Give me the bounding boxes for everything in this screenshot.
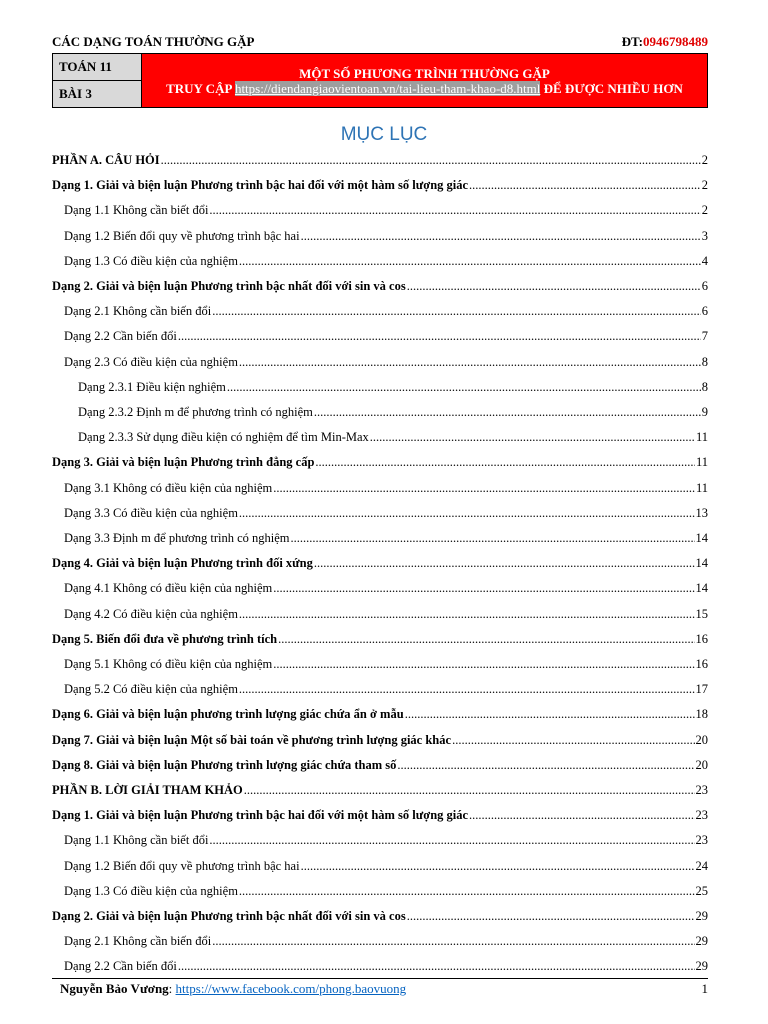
toc-leader-dots <box>315 455 695 470</box>
toc-entry[interactable] <box>52 326 708 344</box>
toc-leader-dots <box>161 153 701 168</box>
toc-entry-page: 13 <box>695 505 708 520</box>
toc-leader-dots <box>244 783 695 798</box>
toc-entry-title: Dạng 2.1 Không cần biến đổi <box>64 304 212 319</box>
toc-entry-title: Dạng 2.3.1 Điều kiện nghiệm <box>78 379 226 394</box>
toc-entry[interactable] <box>52 755 708 773</box>
toc-entry-title: Dạng 8. Giải và biện luận Phương trình lượng giác chứa tham số <box>52 757 397 772</box>
toc-leader-dots <box>239 506 695 521</box>
toc-entry-title: Dạng 5. Biến đổi đưa về phương trình tích <box>52 631 278 646</box>
toc-entry[interactable] <box>52 452 708 470</box>
phone-number: 0946798489 <box>643 34 708 49</box>
toc-leader-dots <box>291 531 695 546</box>
toc-entry-title: Dạng 5.1 Không có điều kiện của nghiệm <box>64 657 273 671</box>
title-box <box>52 53 708 108</box>
toc-entry-title: Dạng 1. Giải và biện luận Phương trình bậc hai đối với một hàm số lượng giác <box>52 808 469 823</box>
toc-entry[interactable] <box>52 503 708 521</box>
toc-entry-title: Dạng 2.3 Có điều kiện của nghiệm <box>64 354 238 369</box>
toc-entry[interactable] <box>52 906 708 924</box>
toc-entry[interactable] <box>52 175 708 193</box>
toc-entry[interactable] <box>52 856 708 874</box>
toc-entry-page: 24 <box>695 858 708 873</box>
access-line <box>142 81 707 96</box>
toc-entry-page: 8 <box>701 379 708 394</box>
phone-label: ĐT: <box>621 34 643 49</box>
toc-leader-dots <box>278 632 694 647</box>
toc-entry[interactable] <box>52 301 708 319</box>
toc-leader-dots <box>301 229 701 244</box>
toc-entry-title: Dạng 2.1 Không cần biến đổi <box>64 934 212 949</box>
toc-entry-page: 7 <box>701 329 708 344</box>
toc-entry-title: Dạng 6. Giải và biện luận phương trình lượng giác chứa ẩn ở mẫu <box>52 707 404 722</box>
toc-leader-dots <box>239 884 695 899</box>
grade-label: TOÁN 11 <box>53 54 142 81</box>
toc-entry-title: Dạng 4.1 Không có điều kiện của nghiệm <box>64 581 273 596</box>
toc-leader-dots <box>469 808 694 823</box>
header-category: CÁC DẠNG TOÁN THƯỜNG GẶP <box>52 34 255 49</box>
toc-entry[interactable] <box>52 427 708 445</box>
toc-entry-title: Dạng 2. Giải và biện luận Phương trình bậc nhất đối với sin và cos <box>52 909 406 923</box>
toc-entry-title: Dạng 3.3 Định m để phương trình có nghiệm <box>64 531 290 545</box>
toc-leader-dots <box>273 481 695 496</box>
toc-entry-page: 8 <box>701 354 708 369</box>
toc-entry-page: 14 <box>695 556 708 571</box>
toc-entry[interactable] <box>52 200 708 218</box>
toc-leader-dots <box>273 581 694 596</box>
toc-title: MỤC LỤC <box>340 124 428 145</box>
toc-entry-page: 20 <box>695 757 708 772</box>
toc-leader-dots <box>178 959 695 974</box>
footer-separator: : <box>168 981 176 996</box>
toc-entry-title: Dạng 1.1 Không cần biết đổi <box>64 203 209 218</box>
toc-entry[interactable] <box>52 830 708 848</box>
toc-entry-title: Dạng 3.3 Có điều kiện của nghiệm <box>64 505 238 520</box>
toc-entry[interactable] <box>52 528 708 546</box>
toc-entry[interactable] <box>52 276 708 294</box>
toc-entry-title: Dạng 2.3.3 Sử dụng điều kiện có nghiệm để tìm Min-Max <box>78 430 369 445</box>
toc-entry-title: Dạng 4. Giải và biện luận Phương trình đối xứng <box>52 556 313 571</box>
toc-entry[interactable] <box>52 352 708 370</box>
toc-entry[interactable] <box>52 629 708 647</box>
toc-leader-dots <box>407 279 701 294</box>
toc-entry-title: Dạng 1.2 Biến đổi quy về phương trình bậc hai <box>64 858 300 873</box>
toc-leader-dots <box>314 405 701 420</box>
toc-leader-dots <box>209 203 700 218</box>
toc-entry-page: 2 <box>701 203 708 218</box>
toc-leader-dots <box>212 304 701 319</box>
toc-entry-page: 4 <box>701 253 708 268</box>
toc-leader-dots <box>178 329 701 344</box>
toc-leader-dots <box>370 430 695 445</box>
toc-entry-title: Dạng 2.3.2 Định m để phương trình có nghiệm <box>78 405 313 419</box>
page-footer <box>60 981 708 997</box>
toc-entry[interactable] <box>52 402 708 420</box>
toc-entry-page: 14 <box>695 531 708 545</box>
toc-entry-title: Dạng 4.2 Có điều kiện của nghiệm <box>64 606 238 621</box>
toc-entry-title: Dạng 2.2 Cần biến đổi <box>64 329 177 344</box>
toc-entry-page: 29 <box>695 934 708 949</box>
toc-entry-page: 25 <box>695 883 708 898</box>
toc-entry[interactable] <box>52 251 708 269</box>
toc-leader-dots <box>397 758 694 773</box>
toc-entry[interactable] <box>52 226 708 244</box>
toc-entry-page: 18 <box>695 707 708 722</box>
toc-entry-page: 17 <box>695 682 708 697</box>
toc-entry[interactable] <box>52 478 708 496</box>
toc-entry-title: PHẦN A. CÂU HỎI <box>52 153 160 167</box>
toc-entry-page: 11 <box>695 480 708 495</box>
page-header <box>52 34 708 50</box>
toc-entry-page: 29 <box>695 959 708 974</box>
lesson-title: MỘT SỐ PHƯƠNG TRÌNH THƯỜNG GẶP <box>299 65 550 81</box>
footer-author: Nguyễn Bảo Vương <box>60 981 169 996</box>
toc-entry-title: Dạng 7. Giải và biện luận Một số bài toán về phương trình lượng giác khác <box>52 732 452 747</box>
toc-entry-page: 6 <box>701 304 708 319</box>
toc-entry-title: Dạng 2.2 Cần biến đổi <box>64 959 177 974</box>
toc-entry[interactable] <box>52 730 708 748</box>
toc-leader-dots <box>405 707 695 722</box>
toc-entry-title: Dạng 5.2 Có điều kiện của nghiệm <box>64 682 238 697</box>
toc-entry-page: 16 <box>695 631 708 646</box>
lesson-label: BÀI 3 <box>53 81 142 108</box>
toc-leader-dots <box>314 556 695 571</box>
toc-entry[interactable] <box>52 956 708 974</box>
toc-entry-page: 2 <box>701 153 708 167</box>
toc-leader-dots <box>273 657 694 672</box>
toc-entry-title: Dạng 1. Giải và biện luận Phương trình bậc hai đối với một hàm số lượng giác <box>52 178 469 193</box>
access-url-link[interactable]: https://diendangiaovientoan.vn/tai-lieu-tham-khao-d8.html <box>234 80 541 96</box>
toc-entry-page: 14 <box>695 581 708 596</box>
toc-entry[interactable] <box>52 805 708 823</box>
toc-entry-page: 9 <box>701 405 708 419</box>
toc-entry-page: 6 <box>701 279 708 293</box>
toc-entry-page: 2 <box>701 178 708 193</box>
toc-entry[interactable] <box>52 150 708 168</box>
toc-leader-dots <box>209 833 694 848</box>
toc-entry-title: Dạng 1.3 Có điều kiện của nghiệm <box>64 883 238 898</box>
access-prefix: TRUY CẬP <box>166 80 235 96</box>
title-banner <box>142 54 708 108</box>
toc-entry-page: 23 <box>695 808 708 823</box>
toc-entry-title: Dạng 3. Giải và biện luận Phương trình đẳng cấp <box>52 455 315 470</box>
toc-entry-page: 23 <box>695 783 708 797</box>
toc-entry[interactable] <box>52 553 708 571</box>
toc-leader-dots <box>239 607 695 622</box>
toc-entry-page: 11 <box>695 455 708 470</box>
toc-leader-dots <box>301 859 695 874</box>
toc-entry-title: Dạng 1.1 Không cần biết đổi <box>64 833 209 848</box>
toc-entry-page: 23 <box>695 833 708 848</box>
toc-entry-page: 16 <box>695 657 708 671</box>
toc-entry[interactable] <box>52 931 708 949</box>
toc-entry-title: PHẦN B. LỜI GIẢI THAM KHẢO <box>52 783 243 797</box>
toc-leader-dots <box>239 355 701 370</box>
toc-entry[interactable] <box>52 780 708 798</box>
toc-leader-dots <box>212 934 694 949</box>
toc-leader-dots <box>227 380 701 395</box>
footer-divider <box>52 978 708 979</box>
toc-entry[interactable] <box>52 679 708 697</box>
toc-entry-title: Dạng 1.3 Có điều kiện của nghiệm <box>64 253 238 268</box>
toc-entry-title: Dạng 1.2 Biến đổi quy về phương trình bậc hai <box>64 228 300 243</box>
toc-entry-page: 29 <box>695 909 708 923</box>
access-suffix: ĐỂ ĐƯỢC NHIỀU HƠN <box>540 80 683 96</box>
toc-entry[interactable] <box>52 604 708 622</box>
toc-leader-dots <box>407 909 695 924</box>
toc-entry-title: Dạng 3.1 Không có điều kiện của nghiệm <box>64 480 273 495</box>
toc-entry[interactable] <box>52 377 708 395</box>
header-phone <box>622 34 708 50</box>
toc-leader-dots <box>469 178 701 193</box>
toc-entry-page: 15 <box>695 606 708 621</box>
toc-leader-dots <box>239 682 695 697</box>
facebook-link[interactable]: https://www.facebook.com/phong.baovuong <box>175 981 407 996</box>
toc-entry[interactable] <box>52 881 708 899</box>
toc-entry[interactable] <box>52 578 708 596</box>
toc-entry-page: 20 <box>695 732 708 747</box>
toc-leader-dots <box>452 733 694 748</box>
toc-leader-dots <box>239 254 701 269</box>
toc-entry[interactable] <box>52 654 708 672</box>
toc-entry-title: Dạng 2. Giải và biện luận Phương trình bậc nhất đối với sin và cos <box>52 279 406 293</box>
toc-entry[interactable] <box>52 704 708 722</box>
toc-entry-page: 11 <box>695 430 708 445</box>
toc-entry-page: 3 <box>701 228 708 243</box>
page-number: 1 <box>701 981 708 996</box>
